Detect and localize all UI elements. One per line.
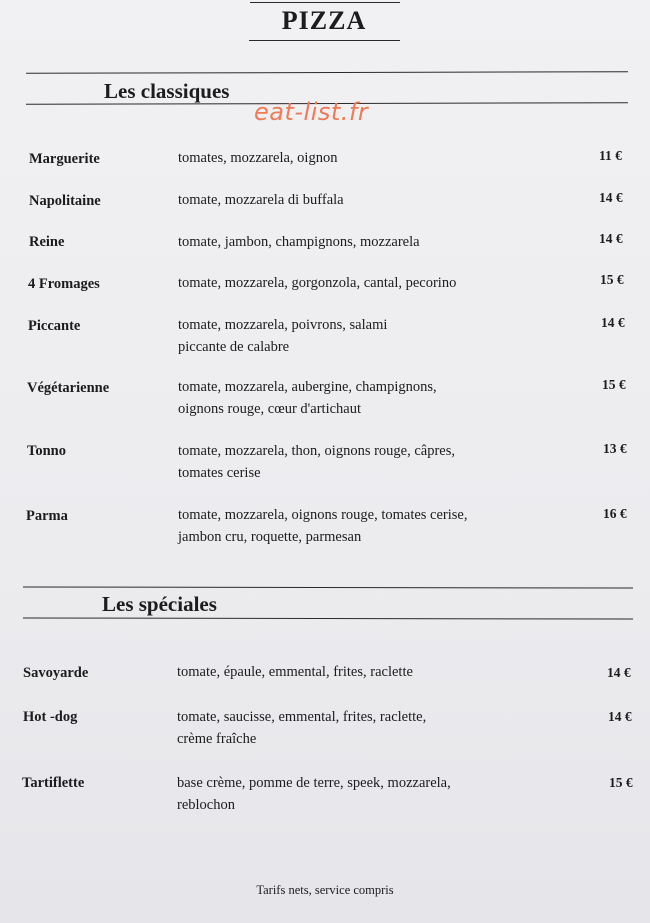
item-name: Végétarienne — [27, 380, 110, 396]
item-description: tomate, mozzarela, thon, oignons rouge, câpres, tomates cerise — [178, 443, 456, 481]
footer-note: Tarifs nets, service compris — [256, 883, 394, 897]
item-price: 14 € — [608, 709, 632, 724]
title-bottom-rule — [249, 40, 400, 41]
item-name: Marguerite — [29, 151, 100, 167]
item-name: Hot -dog — [23, 709, 78, 725]
section-title-classiques: Les classiques — [104, 79, 230, 103]
section-classiques-top-rule — [26, 71, 628, 74]
item-name: Tonno — [27, 443, 66, 459]
item-description: tomate, mozzarela di buffala — [178, 192, 344, 208]
item-price: 15 € — [602, 377, 626, 392]
item-price: 13 € — [603, 441, 627, 456]
item-price: 11 € — [599, 148, 622, 163]
item-price: 14 € — [601, 315, 625, 330]
item-description: tomate, mozzarela, aubergine, champignons, oignons rouge, cœur d'artichaut — [178, 379, 437, 417]
item-name: Napolitaine — [29, 193, 101, 209]
page-title: PIZZA — [281, 6, 367, 35]
item-name: Tartiflette — [22, 775, 85, 791]
item-price: 14 € — [607, 665, 631, 680]
section-speciales-top-rule — [23, 586, 633, 588]
item-price: 15 € — [600, 272, 624, 287]
item-name: Savoyarde — [23, 665, 89, 681]
item-name: Reine — [29, 234, 65, 250]
item-description: tomate, mozzarela, poivrons, salami piccante de calabre — [178, 317, 388, 355]
item-description: base crème, pomme de terre, speek, mozzarela, reblochon — [177, 775, 451, 813]
section-title-speciales: Les spéciales — [102, 592, 217, 616]
item-description: tomates, mozzarela, oignon — [178, 150, 338, 166]
item-description: tomate, saucisse, emmental, frites, raclette, crème fraîche — [177, 709, 427, 747]
item-price: 14 € — [599, 190, 623, 205]
item-name: Piccante — [28, 318, 81, 334]
title-top-rule — [250, 2, 400, 3]
item-description: tomate, mozzarela, gorgonzola, cantal, pecorino — [178, 275, 457, 291]
item-name: Parma — [26, 508, 68, 524]
item-price: 16 € — [603, 506, 627, 521]
section-speciales-bottom-rule — [23, 617, 633, 619]
item-description: tomate, jambon, champignons, mozzarela — [178, 234, 420, 250]
watermark-text: eat-list.fr — [254, 98, 369, 126]
item-description: tomate, épaule, emmental, frites, raclette — [177, 664, 413, 680]
item-price: 14 € — [599, 231, 623, 246]
item-price: 15 € — [609, 775, 633, 790]
item-name: 4 Fromages — [28, 276, 100, 292]
item-description: tomate, mozzarela, oignons rouge, tomates cerise, jambon cru, roquette, parmesan — [178, 507, 468, 545]
